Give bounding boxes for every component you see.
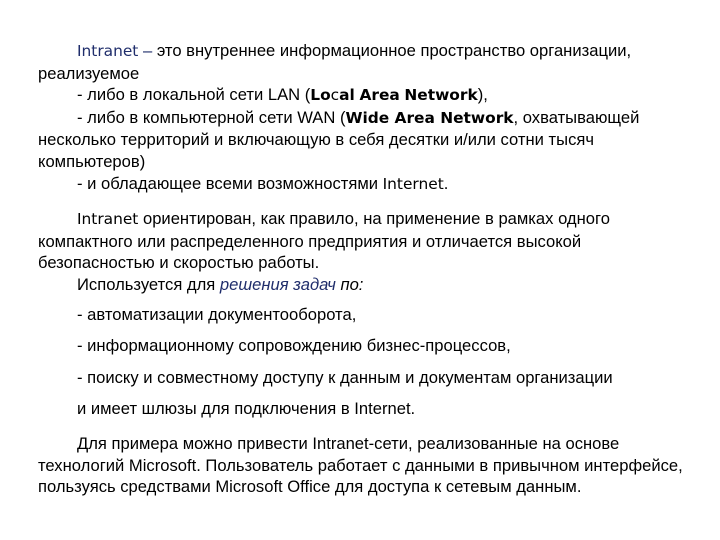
period: . — [443, 173, 449, 193]
list-item: - поиску и совместному доступу к данным и документам организации — [77, 367, 613, 387]
area-word: Area — [359, 86, 400, 105]
bullet-internet-text: - и обладающее всеми возможностями — [77, 173, 383, 193]
usage-pre: Используется для — [77, 274, 220, 294]
bullet-wan-end: , охватывающей несколько территорий и включающую в себя десятки и/или сотни тысяч компьютеров) — [38, 107, 640, 171]
tasks-phrase: решения задач — [219, 274, 336, 294]
definition-text: это внутреннее информационное пространство организации, реализуемое — [38, 41, 632, 83]
bullet-lan-end: ), — [477, 85, 488, 105]
list-item: и имеет шлюзы для подключения в Internet. — [77, 399, 416, 419]
local-c: c — [330, 86, 340, 105]
bullet-lan — [38, 84, 688, 107]
usage-post: по: — [335, 274, 364, 294]
intranet-term-2: Intranet — [77, 210, 139, 229]
network-word: Network — [404, 86, 478, 105]
bullet-internet — [38, 173, 688, 196]
example-paragraph: Для примера можно привести Intranet-сети, реализованные на основе технологий Microsoft. Пользователь работает с данными в привычном интерфейсе, пользуясь средствами Microsoft Office для доступа к сетевым данным. — [38, 433, 683, 497]
internet-word: Internet — [382, 174, 444, 193]
list-item: - информационному сопровождению бизнес-процессов, — [77, 336, 511, 356]
intranet-term: Intranet — [77, 42, 139, 60]
wide-area-network: Wide Area Network — [345, 108, 514, 127]
bullet-lan-text: - либо в локальной сети LAN ( — [77, 85, 311, 105]
definition-paragraph — [38, 40, 688, 84]
usage-paragraph — [38, 274, 688, 296]
orientation-text: ориентирован, как правило, на применение в рамках одного компактного или распределенного предприятия и отличается высокой безопасностью и скоростью работы. — [38, 209, 610, 273]
bullet-wan-text: - либо в компьютерной сети WAN ( — [77, 107, 346, 127]
orientation-paragraph — [38, 208, 688, 274]
local-lo: Lo — [310, 86, 331, 105]
bullet-wan — [38, 107, 688, 173]
slide-text — [38, 40, 688, 498]
list-item: - автоматизации документооборота, — [77, 304, 357, 324]
local-al: al — [339, 86, 355, 105]
dash: – — [138, 41, 157, 60]
